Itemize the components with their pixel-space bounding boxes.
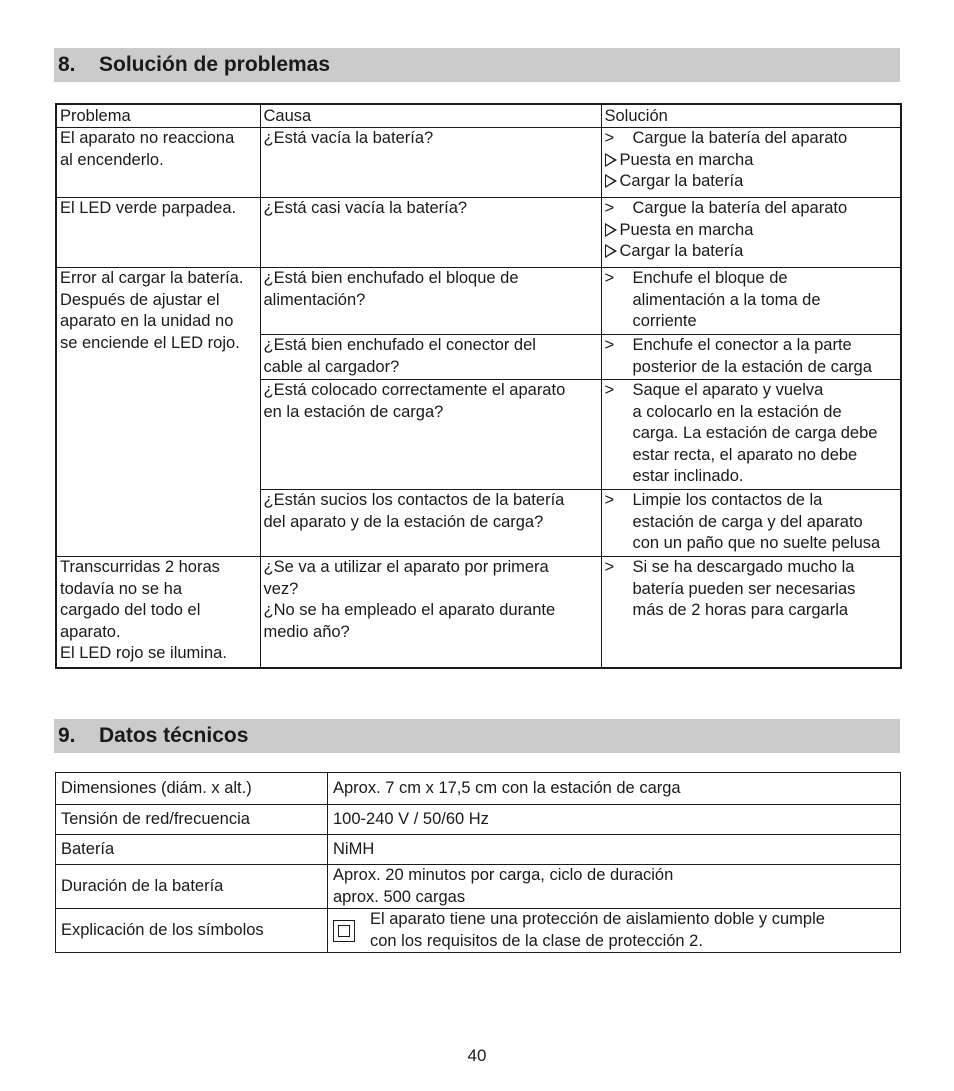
cause-cell [260, 557, 601, 668]
text-line: con los requisitos de la clase de protección 2. [370, 931, 703, 950]
text-line: al encenderlo. [60, 150, 164, 169]
text-line: con un paño que no suelte pelusa [632, 534, 881, 552]
text-line: medio año? [263, 622, 350, 641]
inner-square [338, 925, 350, 937]
reference-label: Cargar la batería [619, 242, 744, 260]
solution-cell [601, 490, 901, 557]
text-line: ¿Están sucios los contactos de la batería [263, 491, 565, 509]
solution-text [633, 128, 848, 150]
double-insulation-icon [333, 920, 355, 942]
solution-cell [601, 128, 901, 198]
table-row [56, 909, 901, 953]
text-line: Cargue la batería del aparato [632, 129, 848, 147]
solution-cell [601, 557, 901, 668]
text-line: aparato. [60, 622, 121, 641]
text-line: Si se ha descargado mucho la [632, 558, 855, 576]
solution-text [633, 380, 878, 488]
cause-cell [260, 198, 601, 268]
text-line: estar inclinado. [632, 467, 744, 485]
text-line: estar recta, el aparato no debe [632, 445, 858, 464]
solution-item [605, 490, 899, 555]
text-line: ¿Está bien enchufado el bloque de [263, 269, 519, 287]
solution-text [633, 268, 821, 333]
cause-cell [260, 268, 601, 335]
arrow-marker: > [604, 269, 615, 287]
spec-value [328, 909, 901, 953]
spec-label: Tensión de red/frecuencia [56, 805, 328, 835]
solution-cell [601, 268, 901, 335]
technical-data-table [55, 772, 901, 953]
text-line: del aparato y de la estación de carga? [263, 512, 544, 531]
text-line: ¿No se ha empleado el aparato durante [263, 601, 556, 619]
text-line: alimentación a la toma de [632, 290, 821, 309]
spec-value-text [333, 809, 898, 831]
arrow-marker: > [604, 381, 615, 399]
text-line: cable al cargador? [263, 357, 400, 376]
spec-value-text [333, 865, 898, 908]
text-line: Error al cargar la batería. [60, 269, 244, 287]
cause-text [264, 268, 599, 311]
text-line: ¿Está bien enchufado el conector del [263, 336, 536, 354]
solution-text [633, 335, 872, 378]
troubleshooting-table [55, 103, 902, 669]
solution-item [605, 128, 899, 150]
text-line: Aprox. 20 minutos por carga, ciclo de duración [333, 866, 674, 884]
text-line: ¿Está colocado correctamente el aparato [263, 381, 566, 399]
solution-item [605, 198, 899, 220]
problem-cell [56, 128, 260, 198]
spec-value [328, 865, 901, 909]
spec-value-text [333, 839, 898, 861]
spec-value-text [333, 778, 898, 800]
triangle-pointer-icon [605, 244, 617, 258]
problem-text [60, 128, 258, 171]
problem-text [60, 198, 258, 220]
spec-label: Dimensiones (diám. x alt.) [56, 773, 328, 805]
text-line: Transcurridas 2 horas [60, 558, 220, 576]
solution-cell [601, 380, 901, 490]
arrow-marker: > [604, 129, 615, 147]
solution-text [633, 557, 856, 622]
arrow-marker: > [604, 336, 615, 354]
reference-label: Cargar la batería [619, 172, 744, 190]
cross-reference [605, 171, 899, 193]
table-row [56, 268, 901, 335]
section-title: Datos técnicos [99, 724, 249, 747]
text-line: alimentación? [263, 290, 366, 309]
section-number: 9. [58, 724, 76, 747]
text-line: Enchufe el conector a la parte [632, 336, 852, 354]
text-line: corriente [632, 312, 697, 330]
text-line: ¿Está vacía la batería? [263, 129, 434, 147]
text-line: Aprox. 7 cm x 17,5 cm con la estación de carga [333, 778, 681, 797]
text-line: El aparato tiene una protección de aislamiento doble y cumple [370, 910, 825, 928]
spec-value [328, 805, 901, 835]
reference-label: Puesta en marcha [619, 220, 754, 239]
arrow-marker: > [604, 199, 615, 217]
table-header-row [56, 104, 901, 128]
text-line: cargado del todo el [60, 601, 201, 619]
table-row [56, 773, 901, 805]
cause-cell [260, 335, 601, 380]
text-line: El LED rojo se ilumina. [60, 644, 227, 662]
text-line: más de 2 horas para cargarla [632, 601, 849, 619]
cause-text [264, 335, 599, 378]
cross-reference [605, 150, 899, 172]
solution-text [633, 490, 881, 555]
text-line: posterior de la estación de carga [632, 357, 872, 376]
solution-item [605, 268, 899, 333]
text-line: El LED verde parpadea. [60, 199, 237, 217]
arrow-marker: > [604, 558, 615, 576]
solution-cell [601, 335, 901, 380]
solution-text [633, 198, 848, 220]
section-9-heading [54, 719, 900, 753]
triangle-pointer-icon [605, 223, 617, 237]
section-number: 8. [58, 53, 76, 76]
text-line: Después de ajustar el [60, 290, 220, 309]
table-row [56, 557, 901, 668]
spec-label: Duración de la batería [56, 865, 328, 909]
text-line: batería pueden ser necesarias [632, 579, 856, 598]
solution-cell [601, 198, 901, 268]
text-line: a colocarlo en la estación de [632, 402, 842, 421]
section-title: Solución de problemas [99, 53, 331, 76]
cause-cell [260, 380, 601, 490]
text-line: aparato en la unidad no [60, 312, 234, 330]
table-row [56, 865, 901, 909]
section-8-heading [54, 48, 900, 82]
solution-item [605, 335, 899, 378]
column-header: Problema [56, 104, 260, 128]
cause-text [264, 490, 599, 533]
text-line: todavía no se ha [60, 579, 183, 598]
cause-cell [260, 128, 601, 198]
text-line: Enchufe el bloque de [632, 269, 788, 287]
text-line: El aparato no reacciona [60, 129, 235, 147]
reference-label: Puesta en marcha [619, 150, 754, 169]
spec-value-text [370, 909, 825, 952]
cause-cell [260, 490, 601, 557]
solution-item [605, 380, 899, 488]
text-line: aprox. 500 cargas [333, 887, 466, 906]
table-row [56, 805, 901, 835]
cause-text [264, 198, 599, 220]
arrow-marker: > [604, 491, 615, 509]
text-line: ¿Se va a utilizar el aparato por primera [263, 558, 549, 576]
text-line: en la estación de carga? [263, 402, 444, 421]
cause-text [264, 128, 599, 150]
cause-text [264, 380, 599, 423]
page-number: 40 [467, 1046, 487, 1065]
spec-label: Batería [56, 835, 328, 865]
text-line: Cargue la batería del aparato [632, 199, 848, 217]
solution-item [605, 557, 899, 622]
symbol-explanation [333, 909, 898, 952]
problem-text [60, 557, 258, 665]
spec-value [328, 773, 901, 805]
problem-text [60, 268, 258, 354]
problem-cell [56, 268, 260, 557]
column-header: Causa [260, 104, 601, 128]
triangle-pointer-icon [605, 153, 617, 167]
problem-cell [56, 198, 260, 268]
text-line: 100-240 V / 50/60 Hz [333, 809, 489, 828]
text-line: Limpie los contactos de la [632, 491, 823, 509]
text-line: estación de carga y del aparato [632, 512, 863, 531]
text-line: NiMH [333, 839, 375, 858]
table-row [56, 835, 901, 865]
spec-label: Explicación de los símbolos [56, 909, 328, 953]
problem-cell [56, 557, 260, 668]
table-row [56, 128, 901, 198]
spec-value [328, 835, 901, 865]
cause-text [264, 557, 599, 643]
triangle-pointer-icon [605, 174, 617, 188]
column-header: Solución [601, 104, 901, 128]
text-line: vez? [263, 579, 299, 598]
text-line: se enciende el LED rojo. [60, 333, 240, 352]
text-line: Saque el aparato y vuelva [632, 381, 824, 399]
cross-reference [605, 220, 899, 242]
table-row [56, 198, 901, 268]
cross-reference [605, 241, 899, 263]
text-line: ¿Está casi vacía la batería? [263, 199, 468, 217]
text-line: carga. La estación de carga debe [632, 424, 878, 442]
